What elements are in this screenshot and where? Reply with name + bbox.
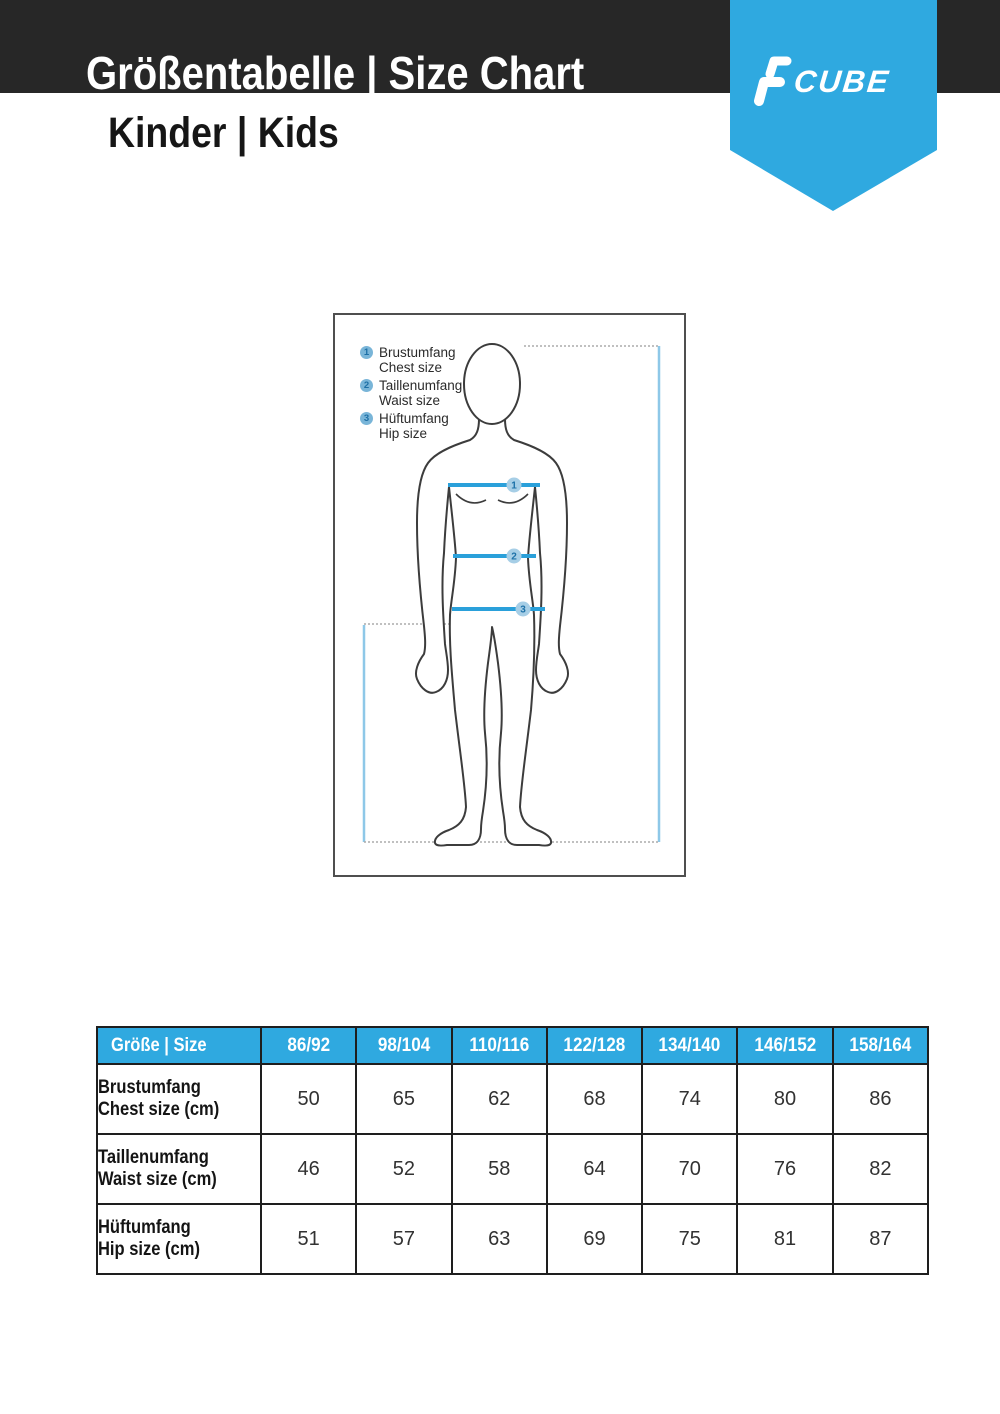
legend-hip-en: Hip size: [379, 426, 428, 441]
page-subtitle: [108, 110, 373, 156]
cube-logo-wordmark: CUBE: [792, 64, 892, 99]
hip-row-label: Hüftumfang Hip size (cm): [97, 1204, 261, 1274]
legend-waist-en: Waist size: [379, 393, 441, 408]
chest-value: 50: [261, 1064, 356, 1134]
page-subtitle-text: Kinder | Kids: [108, 109, 339, 157]
legend-marker-3: 3: [360, 412, 373, 425]
hip-value: 57: [356, 1204, 451, 1274]
waist-value: 64: [547, 1134, 642, 1204]
column-header-134-140: 134/140: [642, 1027, 737, 1064]
hip-value: 87: [833, 1204, 928, 1274]
chest-value: 74: [642, 1064, 737, 1134]
waist-value: 82: [833, 1134, 928, 1204]
chest-value: 65: [356, 1064, 451, 1134]
legend-item-hip: [360, 411, 462, 441]
page-title: [86, 47, 659, 99]
waist-value: 76: [737, 1134, 832, 1204]
column-header-146-152: 146/152: [737, 1027, 832, 1064]
size-table-corner-header: Größe | Size: [97, 1027, 261, 1064]
measurement-diagram: [333, 313, 686, 877]
measurement-legend: [360, 345, 462, 444]
hip-marker-number: 3: [520, 604, 526, 616]
chest-value: 62: [452, 1064, 547, 1134]
chest-value: 80: [737, 1064, 832, 1134]
chest-row-label: Brustumfang Chest size (cm): [97, 1064, 261, 1134]
chest-size-row: [97, 1064, 928, 1134]
waist-value: 58: [452, 1134, 547, 1204]
legend-chest-de: Brustumfang: [379, 345, 456, 360]
column-header-98-104: 98/104: [356, 1027, 451, 1064]
column-header-110-116: 110/116: [452, 1027, 547, 1064]
chest-value: 86: [833, 1064, 928, 1134]
legend-marker-2: 2: [360, 379, 373, 392]
waist-value: 46: [261, 1134, 356, 1204]
waist-row-label: Taillenumfang Waist size (cm): [97, 1134, 261, 1204]
hip-value: 81: [737, 1204, 832, 1274]
waist-size-row: [97, 1134, 928, 1204]
hip-value: 75: [642, 1204, 737, 1274]
cube-logo-icon: [754, 55, 796, 111]
legend-waist-de: Taillenumfang: [379, 378, 463, 393]
chest-marker-number: 1: [511, 480, 517, 492]
column-header-158-164: 158/164: [833, 1027, 928, 1064]
page-title-text: Größentabelle | Size Chart: [86, 47, 585, 99]
hip-value: 63: [452, 1204, 547, 1274]
hip-size-row: [97, 1204, 928, 1274]
legend-marker-1: 1: [360, 346, 373, 359]
legend-hip-de: Hüftumfang: [379, 411, 449, 426]
hip-value: 69: [547, 1204, 642, 1274]
waist-value: 52: [356, 1134, 451, 1204]
size-table: [96, 1026, 929, 1275]
legend-item-waist: [360, 378, 462, 408]
size-table-header-row: [97, 1027, 928, 1064]
legend-item-chest: [360, 345, 462, 375]
brand-ribbon: [730, 0, 937, 211]
legend-chest-en: Chest size: [379, 360, 443, 375]
body-outline: [416, 413, 568, 846]
waist-value: 70: [642, 1134, 737, 1204]
chest-value: 68: [547, 1064, 642, 1134]
column-header-122-128: 122/128: [547, 1027, 642, 1064]
waist-marker-number: 2: [511, 551, 517, 563]
column-header-86-92: 86/92: [261, 1027, 356, 1064]
head-outline: [464, 344, 520, 424]
hip-value: 51: [261, 1204, 356, 1274]
